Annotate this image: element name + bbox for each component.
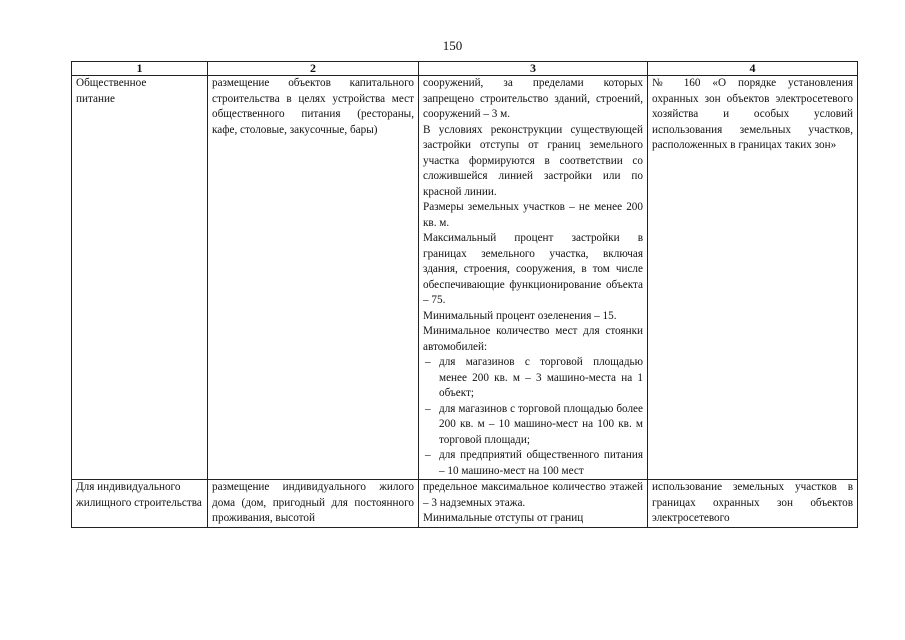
list-dash-marker: – <box>425 449 431 461</box>
row1-restrictions: № 160 «О порядке установления охранных зон объектов электросетевого хозяйства и особых условий использования земельных участков, расположенных в границах таких зон» <box>648 76 858 480</box>
row1-description: размещение объектов капитального строительства в целях устройства мест общественного питания (рестораны, кафе, столовые, закусочные, бары) <box>208 76 419 480</box>
page-number: 150 <box>442 38 463 53</box>
list-dash-marker: – <box>425 402 431 415</box>
parking-list-item-text: для магазинов с торговой площадью более 200 кв. м – 10 машино-мест на 100 кв. м торговой площади; <box>439 402 643 446</box>
parking-list-item-text: для магазинов с торговой площадью менее 200 кв. м – 3 машино-места на 1 объект; <box>439 356 643 399</box>
row2-col3-paragraph: предельное максимальное количество этажей – 3 надземных этажа. <box>423 481 643 509</box>
row2-col3-paragraph: Минимальные отступы от границ <box>423 512 584 524</box>
header-col-2: 2 <box>208 62 419 76</box>
row1-col3-paragraph: Размеры земельных участков – не менее 200 кв. м. <box>423 201 643 229</box>
header-col-4: 4 <box>648 62 858 76</box>
row2-restrictions: использование земельных участков в границах охранных зон объектов электросетевого <box>648 480 858 528</box>
row1-col3-paragraph: Максимальный процент застройки в границах земельного участка, включая здания, строения, сооружения, в том числе обеспечивающие функционирование объекта – 75. <box>423 232 643 306</box>
parking-list-item <box>423 355 643 402</box>
row1-col3-paragraph: Минимальное количество мест для стоянки автомобилей: <box>423 325 643 353</box>
row1-col3-paragraph: В условиях реконструкции существующей застройки отступы от границ земельного участка формируются в соответствии со сложившейся линией застройки или по красной линии. <box>423 123 643 198</box>
table-row-individual-housing <box>72 480 858 528</box>
row1-col3-paragraph: сооружений, за пределами которых запрещено строительство зданий, строений, сооружений – 3 м. <box>423 77 643 120</box>
parking-list-item <box>423 402 643 449</box>
zoning-table <box>71 61 858 528</box>
table-row-public-catering <box>72 76 858 480</box>
header-col-1: 1 <box>72 62 208 76</box>
row1-col1-text: Общественное питание <box>76 77 147 105</box>
list-dash-marker: – <box>425 356 431 368</box>
row1-parameters <box>419 76 648 480</box>
row2-parameters <box>419 480 648 528</box>
table-header-row <box>72 62 858 76</box>
parking-list-item <box>423 448 643 479</box>
row1-col3-paragraph: Минимальный процент озеленения – 15. <box>423 309 617 322</box>
parking-list-item-text: для предприятий общественного питания – 10 машино-мест на 100 мест <box>439 449 643 477</box>
header-col-3: 3 <box>419 62 648 76</box>
row2-description: размещение индивидуального жилого дома (дом, пригодный для постоянного проживания, высотой <box>208 480 419 528</box>
row1-land-use-type <box>72 76 208 480</box>
row2-land-use-type: Для индивидуального жилищного строительства <box>72 480 208 528</box>
